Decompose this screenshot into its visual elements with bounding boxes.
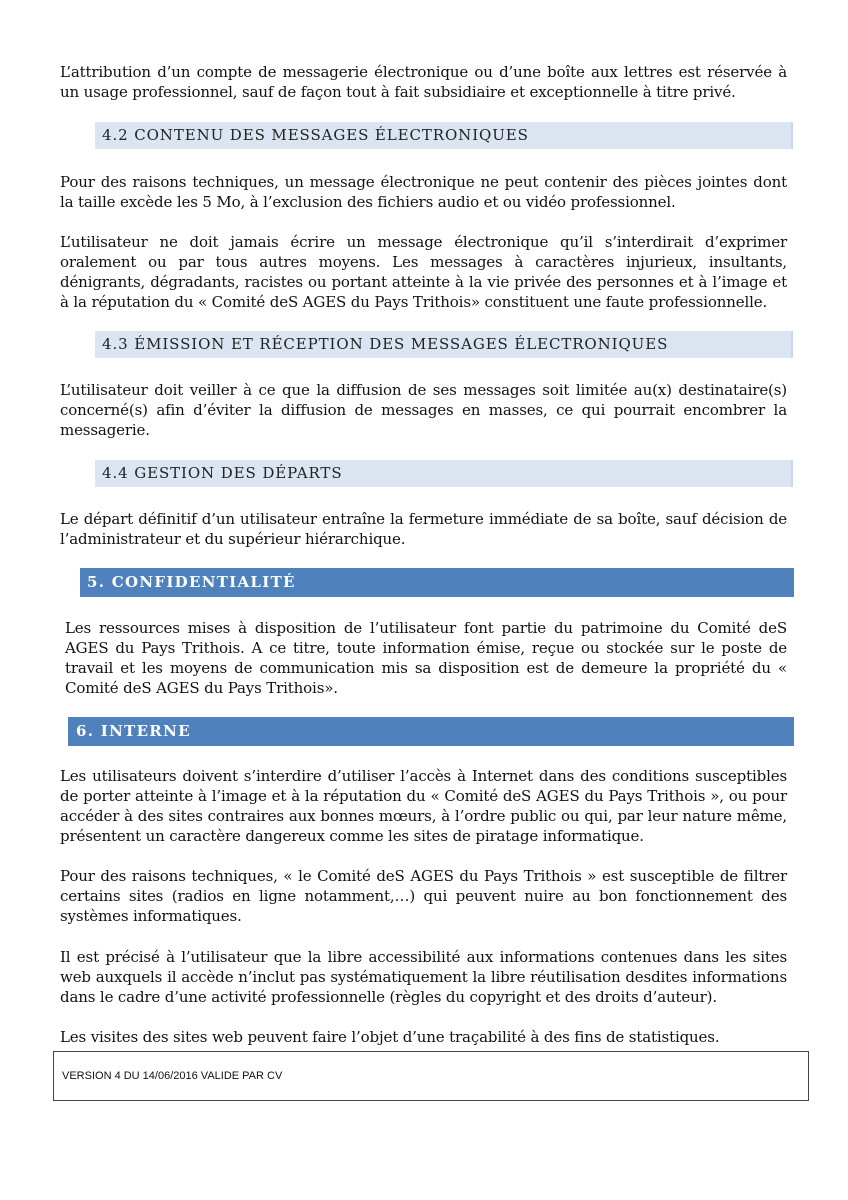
section-6-heading-text: 6. INTERNE xyxy=(76,722,191,740)
section-6-paragraph-4: Les visites des sites web peuvent faire l’objet d’une traçabilité à des fins de statistiques. xyxy=(60,1028,720,1046)
section-6-paragraph-3: Il est précisé à l’utilisateur que la libre accessibilité aux informations contenues dans les sites web auxquels il accède n’inclut pas systématiquement la libre réutilisation desdites informations dans le cadre d’une activité professionnelle (règles du copyright et des droits d’auteur). xyxy=(60,948,787,1006)
section-5-paragraph: Les ressources mises à disposition de l’utilisateur font partie du patrimoine du Comité deS AGES du Pays Trithois. A ce titre, toute information émise, reçue ou stockée sur le poste de travail et les moyens de communication mis sa disposition est de demeure la propriété du « Comité deS AGES du Pays Trithois». xyxy=(65,619,787,697)
section-4-2-heading-text: 4.2 CONTENU DES MESSAGES ÉLECTRONIQUES xyxy=(102,126,529,144)
section-4-3-heading-text: 4.3 ÉMISSION ET RÉCEPTION DES MESSAGES ÉLECTRONIQUES xyxy=(102,335,669,353)
section-4-4-paragraph: Le départ définitif d’un utilisateur entraîne la fermeture immédiate de sa boîte, sauf décision de l’administrateur et du supérieur hiérarchique. xyxy=(60,510,787,548)
section-4-4-heading-text: 4.4 GESTION DES DÉPARTS xyxy=(102,464,343,482)
footer-version-text: VERSION 4 DU 14/06/2016 VALIDE PAR CV xyxy=(62,1070,283,1082)
section-5-heading xyxy=(80,568,794,597)
section-4-3-paragraph: L’utilisateur doit veiller à ce que la diffusion de ses messages soit limitée au(x) destinataire(s) concerné(s) afin d’éviter la diffusion de messages en masses, ce qui pourrait encombrer la messagerie. xyxy=(60,381,787,439)
section-4-2-paragraph-1: Pour des raisons techniques, un message électronique ne peut contenir des pièces jointes dont la taille excède les 5 Mo, à l’exclusion des fichiers audio et ou vidéo professionnel. xyxy=(60,173,787,211)
section-4-4-heading xyxy=(95,460,793,487)
section-6-heading xyxy=(68,717,794,746)
section-4-3-heading xyxy=(95,331,793,358)
section-4-2-paragraph-2: L’utilisateur ne doit jamais écrire un message électronique qu’il s’interdirait d’exprimer oralement ou par tous autres moyens. Les messages à caractères injurieux, insultants, dénigrants, dégradants, racistes ou portant atteinte à la vie privée des personnes et à l’image et à la réputation du « Comité deS AGES du Pays Trithois» constituent une faute professionnelle. xyxy=(60,233,787,311)
intro-paragraph: L’attribution d’un compte de messagerie électronique ou d’une boîte aux lettres est réservée à un usage professionnel, sauf de façon tout à fait subsidiaire et exceptionnelle à titre privé. xyxy=(60,63,787,101)
section-5-heading-text: 5. CONFIDENTIALITÉ xyxy=(87,573,296,591)
footer-version-box xyxy=(53,1051,809,1101)
section-6-paragraph-2: Pour des raisons techniques, « le Comité deS AGES du Pays Trithois » est susceptible de filtrer certains sites (radios en ligne notamment,…) qui peuvent nuire au bon fonctionnement des systèmes informatiques. xyxy=(60,867,787,925)
section-6-paragraph-1: Les utilisateurs doivent s’interdire d’utiliser l’accès à Internet dans des conditions susceptibles de porter atteinte à l’image et à la réputation du « Comité deS AGES du Pays Trithois », ou pour accéder à des sites contraires aux bonnes mœurs, à l’ordre public ou qui, par leur nature même, présentent un caractère dangereux comme les sites de piratage informatique. xyxy=(60,767,787,845)
section-4-2-heading xyxy=(95,122,793,149)
